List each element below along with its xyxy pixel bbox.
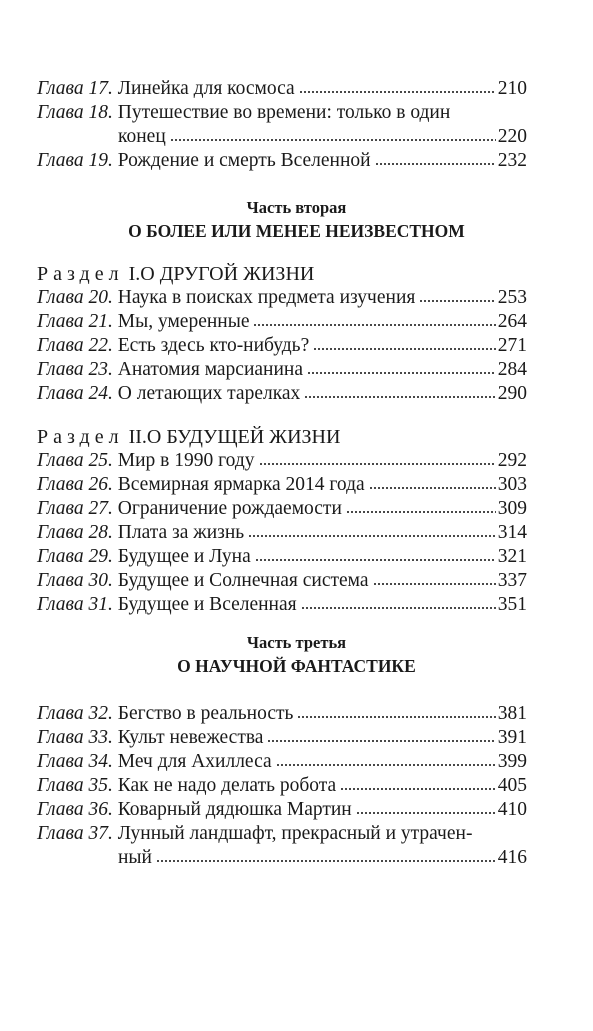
chapter-number: 18 xyxy=(88,102,109,123)
toc-entry xyxy=(37,750,527,774)
chapter-label: Глава 19. xyxy=(37,150,118,171)
page-number: 264 xyxy=(497,311,527,332)
chapter-number: 27 xyxy=(88,498,109,519)
chapter-number: 21 xyxy=(88,311,109,332)
toc-block-section-two xyxy=(37,449,527,617)
chapter-title: Наука в поисках предмета изучения xyxy=(117,287,416,308)
chapter-word: Глава xyxy=(37,775,84,796)
toc-block-part3 xyxy=(37,702,527,870)
toc-entry xyxy=(37,473,527,497)
dot-leader xyxy=(255,558,496,562)
dot-leader xyxy=(299,90,496,94)
dot-leader xyxy=(301,606,496,610)
chapter-number: 29 xyxy=(88,546,109,567)
chapter-number: 22 xyxy=(88,335,109,356)
chapter-number: 23 xyxy=(88,359,109,380)
toc-entry xyxy=(37,702,527,726)
chapter-title: Как не надо делать робота xyxy=(117,775,337,796)
chapter-number: 33 xyxy=(88,727,109,748)
part-three-label: Часть третья xyxy=(246,633,347,652)
dot-leader xyxy=(267,739,495,743)
chapter-title: Будущее и Луна xyxy=(117,546,251,567)
chapter-title: Всемирная ярмарка 2014 года xyxy=(117,474,365,495)
chapter-word: Глава xyxy=(37,498,84,519)
chapter-word: Глава xyxy=(37,751,84,772)
chapter-label: Глава 32. xyxy=(37,703,118,724)
chapter-number: 35 xyxy=(88,775,109,796)
page-number: 303 xyxy=(497,474,527,495)
chapter-number: 34 xyxy=(88,751,109,772)
toc-entry xyxy=(37,822,527,846)
dot-leader xyxy=(170,138,496,142)
part-two-label: Часть вторая xyxy=(246,198,347,217)
chapter-word: Глава xyxy=(37,799,84,820)
chapter-label: Глава 23. xyxy=(37,359,118,380)
dot-leader xyxy=(276,763,496,767)
toc-entry xyxy=(37,358,527,382)
chapter-title: конец xyxy=(118,126,166,147)
chapter-title: Мир в 1990 году xyxy=(117,450,255,471)
page-number: 253 xyxy=(497,287,527,308)
chapter-number: 20 xyxy=(88,287,109,308)
page-number: 391 xyxy=(497,727,527,748)
chapter-label: Глава 33. xyxy=(37,727,118,748)
chapter-title: Путешествие во времени: только в один xyxy=(117,102,451,123)
chapter-label: Глава 29. xyxy=(37,546,118,567)
dot-leader xyxy=(419,299,495,303)
dot-leader xyxy=(253,323,495,327)
dot-leader xyxy=(346,510,496,514)
page-number: 220 xyxy=(497,126,527,147)
chapter-label: Глава 18. xyxy=(37,102,118,123)
toc-block-section-one xyxy=(37,286,527,406)
chapter-word: Глава xyxy=(37,287,84,308)
section-one-heading xyxy=(37,263,314,286)
chapter-word: Глава xyxy=(37,311,84,332)
chapter-word: Глава xyxy=(37,703,84,724)
chapter-label: Глава 26. xyxy=(37,474,118,495)
chapter-word: Глава xyxy=(37,522,84,543)
chapter-title: Ограничение рождаемости xyxy=(117,498,342,519)
toc-entry xyxy=(37,545,527,569)
toc-entry xyxy=(37,449,527,473)
section-numeral: I. xyxy=(128,263,141,285)
toc-entry xyxy=(37,286,527,310)
toc-entry xyxy=(37,726,527,750)
toc-entry xyxy=(37,77,527,101)
page-number: 416 xyxy=(497,847,527,868)
page-number: 309 xyxy=(497,498,527,519)
chapter-word: Глава xyxy=(37,546,84,567)
dot-leader xyxy=(356,811,496,815)
page-number: 337 xyxy=(497,570,527,591)
section-word: Раздел xyxy=(37,263,124,285)
toc-entry xyxy=(37,149,527,173)
chapter-title: Линейка для космоса xyxy=(117,78,295,99)
chapter-title: Мы, умеренные xyxy=(117,311,250,332)
page-number: 381 xyxy=(497,703,527,724)
chapter-label: Глава 28. xyxy=(37,522,118,543)
toc-block-part1-end xyxy=(37,77,527,173)
toc-entry xyxy=(37,497,527,521)
dot-leader xyxy=(156,859,496,863)
dot-leader xyxy=(259,462,496,466)
chapter-word: Глава xyxy=(37,450,84,471)
chapter-title: Бегство в реальность xyxy=(117,703,294,724)
chapter-label: Глава 37. xyxy=(37,823,118,844)
chapter-title: Рождение и смерть Вселенной xyxy=(117,150,371,171)
toc-entry xyxy=(37,334,527,358)
chapter-number: 32 xyxy=(88,703,109,724)
dot-leader xyxy=(373,582,496,586)
page-number: 232 xyxy=(497,150,527,171)
chapter-word: Глава xyxy=(37,359,84,380)
page-number: 292 xyxy=(497,450,527,471)
chapter-number: 37 xyxy=(88,823,109,844)
page-number: 410 xyxy=(497,799,527,820)
chapter-label: Глава 22. xyxy=(37,335,118,356)
page-number: 399 xyxy=(497,751,527,772)
chapter-word: Глава xyxy=(37,570,84,591)
page-number: 290 xyxy=(497,383,527,404)
chapter-word: Глава xyxy=(37,474,84,495)
chapter-label: Глава 31. xyxy=(37,594,118,615)
page-number: 271 xyxy=(497,335,527,356)
part-two-title: О БОЛЕЕ ИЛИ МЕНЕЕ НЕИЗВЕСТНОМ xyxy=(128,221,465,241)
chapter-title: Будущее и Солнечная система xyxy=(117,570,369,591)
chapter-word: Глава xyxy=(37,823,84,844)
toc-entry xyxy=(37,593,527,617)
chapter-title: Анатомия марсианина xyxy=(117,359,304,380)
section-numeral: II. xyxy=(128,426,147,448)
chapter-number: 28 xyxy=(88,522,109,543)
chapter-word: Глава xyxy=(37,335,84,356)
toc-entry xyxy=(37,101,527,125)
chapter-word: Глава xyxy=(37,150,84,171)
dot-leader xyxy=(313,347,496,351)
toc-entry xyxy=(37,846,527,870)
chapter-word: Глава xyxy=(37,78,84,99)
chapter-number: 17 xyxy=(88,78,109,99)
chapter-title: Есть здесь кто-нибудь? xyxy=(117,335,310,356)
section-title: О БУДУЩЕЙ ЖИЗНИ xyxy=(146,426,341,448)
chapter-label: Глава 30. xyxy=(37,570,118,591)
toc-entry xyxy=(37,521,527,545)
toc-entry xyxy=(37,125,527,149)
toc-entry xyxy=(37,310,527,334)
chapter-label: Глава 36. xyxy=(37,799,118,820)
chapter-label: Глава 27. xyxy=(37,498,118,519)
chapter-title: Будущее и Вселенная xyxy=(117,594,297,615)
page-number: 405 xyxy=(497,775,527,796)
chapter-number: 25 xyxy=(88,450,109,471)
chapter-title: Культ невежества xyxy=(117,727,264,748)
page-number: 351 xyxy=(497,594,527,615)
page-number: 210 xyxy=(497,78,527,99)
dot-leader xyxy=(307,371,496,375)
chapter-number: 36 xyxy=(88,799,109,820)
toc-entry xyxy=(37,798,527,822)
dot-leader xyxy=(304,395,495,399)
chapter-title: Лунный ландшафт, прекрасный и утрачен- xyxy=(117,823,473,844)
dot-leader xyxy=(369,486,496,490)
chapter-number: 19 xyxy=(88,150,109,171)
chapter-label: Глава 20. xyxy=(37,287,118,308)
section-two-heading xyxy=(37,426,340,449)
page-number: 284 xyxy=(497,359,527,380)
page-number: 314 xyxy=(497,522,527,543)
dot-leader xyxy=(340,787,496,791)
dot-leader xyxy=(375,162,496,166)
toc-entry xyxy=(37,382,527,406)
chapter-label: Глава 25. xyxy=(37,450,118,471)
section-title: О ДРУГОЙ ЖИЗНИ xyxy=(140,263,315,285)
toc-entry xyxy=(37,569,527,593)
chapter-label: Глава 24. xyxy=(37,383,118,404)
toc-entry xyxy=(37,774,527,798)
dot-leader xyxy=(297,715,495,719)
chapter-title: Меч для Ахиллеса xyxy=(117,751,272,772)
chapter-label: Глава 35. xyxy=(37,775,118,796)
chapter-label: Глава 21. xyxy=(37,311,118,332)
page-number: 321 xyxy=(497,546,527,567)
chapter-title: О летающих тарелках xyxy=(117,383,301,404)
chapter-word: Глава xyxy=(37,727,84,748)
chapter-number: 30 xyxy=(88,570,109,591)
section-word: Раздел xyxy=(37,426,124,448)
chapter-word: Глава xyxy=(37,102,84,123)
chapter-title: Плата за жизнь xyxy=(117,522,245,543)
dot-leader xyxy=(248,534,496,538)
chapter-word: Глава xyxy=(37,594,84,615)
chapter-number: 24 xyxy=(88,383,109,404)
chapter-number: 26 xyxy=(88,474,109,495)
chapter-title: Коварный дядюшка Мартин xyxy=(117,799,352,820)
chapter-label: Глава 17. xyxy=(37,78,118,99)
chapter-word: Глава xyxy=(37,383,84,404)
part-three-title: О НАУЧНОЙ ФАНТАСТИКЕ xyxy=(177,656,416,676)
chapter-number: 31 xyxy=(88,594,109,615)
chapter-label: Глава 34. xyxy=(37,751,118,772)
chapter-title: ный xyxy=(118,847,152,868)
